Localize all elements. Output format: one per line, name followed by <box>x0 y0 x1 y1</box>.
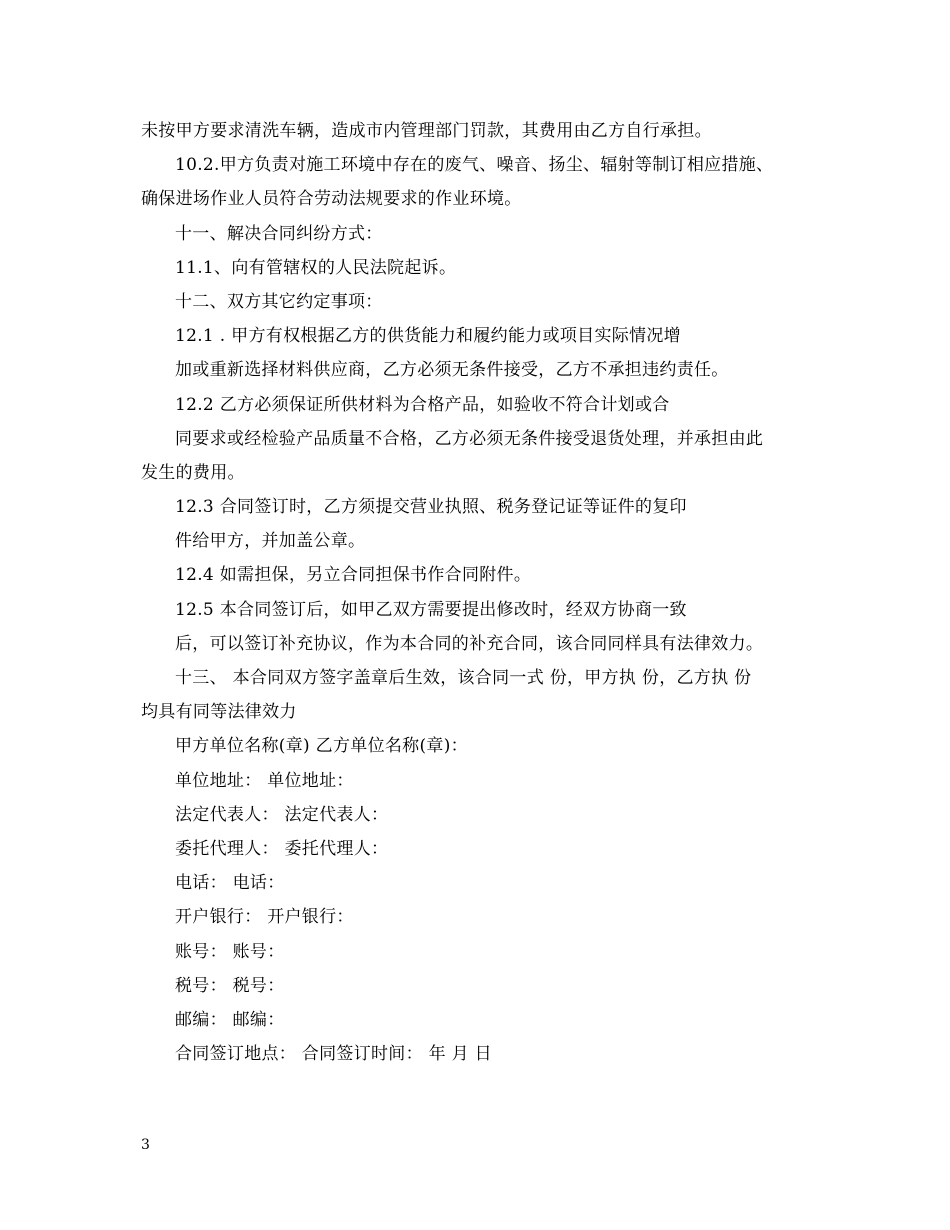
paragraph-line: 12.4 如需担保，另立合同担保书作合同附件。 <box>175 565 532 586</box>
paragraph-line: 10.2.甲方负责对施工环境中存在的废气、噪音、扬尘、辐射等制订相应措施、 <box>175 155 774 176</box>
page-number: 3 <box>141 1137 150 1153</box>
paragraph-line: 未按甲方要求清洗车辆，造成市内管理部门罚款，其费用由乙方自行承担。 <box>141 121 712 141</box>
paragraph-line: 均具有同等法律效力 <box>141 702 297 723</box>
signature-field-line: 甲方单位名称(章) 乙方单位名称(章)： <box>175 736 468 757</box>
paragraph-line: 同要求或经检验产品质量不合格，乙方必须无条件接受退货处理，并承担由此 <box>175 428 764 449</box>
section-heading: 十一、解决合同纠纷方式： <box>175 223 383 244</box>
signature-field-line: 税号： 税号： <box>175 975 285 996</box>
signature-field-line: 邮编： 邮编： <box>175 1009 285 1030</box>
paragraph-line: 12.3 合同签订时，乙方须提交营业执照、税务登记证等证件的复印 <box>175 497 687 518</box>
section-heading: 十三、 本合同双方签字盖章后生效，该合同一式 份，甲方执 份，乙方执 份 <box>175 668 752 688</box>
document-body <box>141 114 821 1071</box>
signature-field-line: 账号： 账号： <box>175 941 285 962</box>
signature-field-line: 单位地址： 单位地址： <box>175 770 354 791</box>
paragraph-line: 件给甲方，并加盖公章。 <box>175 531 366 552</box>
signature-field-line: 合同签订地点： 合同签订时间： 年 月 日 <box>175 1044 492 1065</box>
paragraph-line: 12.5 本合同签订后，如甲乙双方需要提出修改时，经双方协商一致 <box>175 599 687 620</box>
signature-field-line: 法定代表人： 法定代表人： <box>175 804 389 825</box>
signature-field-line: 开户银行： 开户银行： <box>175 907 354 928</box>
paragraph-line: 12.1 . 甲方有权根据乙方的供货能力和履约能力或项目实际情况增 <box>175 326 681 347</box>
paragraph-line: 确保进场作业人员符合劳动法规要求的作业环境。 <box>141 189 522 210</box>
signature-field-line: 委托代理人： 委托代理人： <box>175 838 389 859</box>
paragraph-line: 12.2 乙方必须保证所供材料为合格产品，如验收不符合计划或合 <box>175 394 670 415</box>
section-heading: 十二、双方其它约定事项： <box>175 291 383 312</box>
paragraph-line: 发生的费用。 <box>141 462 245 483</box>
paragraph-line: 11.1、向有管辖权的人民法院起诉。 <box>175 257 457 278</box>
signature-field-line: 电话： 电话： <box>175 873 285 894</box>
paragraph-line: 加或重新选择材料供应商，乙方必须无条件接受，乙方不承担违约责任。 <box>175 360 729 381</box>
paragraph-line: 后，可以签订补充协议，作为本合同的补充合同，该合同同样具有法律效力。 <box>175 633 764 654</box>
